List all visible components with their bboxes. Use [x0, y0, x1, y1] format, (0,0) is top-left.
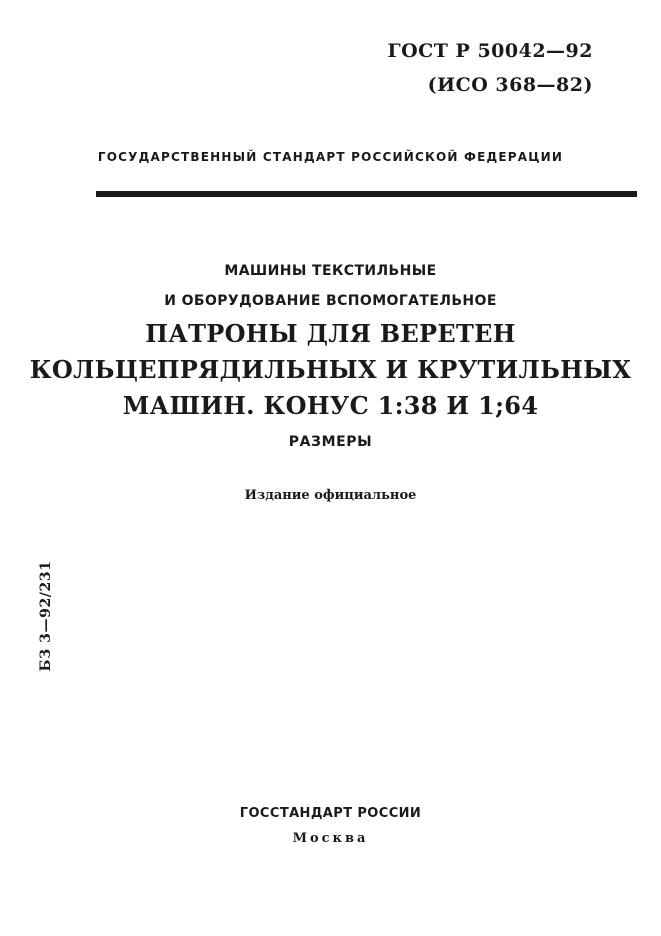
side-registration-code: БЗ 3—92/231: [38, 560, 54, 672]
publisher-city: Москва: [292, 831, 369, 846]
subtitle-line-1: МАШИНЫ ТЕКСТИЛЬНЫЕ: [224, 263, 437, 279]
main-title-line-3: МАШИН. КОНУС 1:38 И 1;64: [122, 391, 539, 420]
subtitle-line-2: И ОБОРУДОВАНИЕ ВСПОМОГАТЕЛЬНОЕ: [164, 293, 497, 309]
publisher-name: ГОССТАНДАРТ РОССИИ: [239, 806, 422, 821]
title-block: [0, 256, 661, 450]
header-divider: [96, 191, 637, 197]
main-title-line-2: КОЛЬЦЕПРЯДИЛЬНЫХ И КРУТИЛЬНЫХ: [29, 355, 632, 384]
gost-code: ГОСТ Р 50042—92: [387, 40, 593, 62]
sizes-label: РАЗМЕРЫ: [288, 434, 373, 450]
iso-code: (ИСО 368—82): [427, 74, 593, 96]
edition-label: Издание официальное: [244, 488, 417, 503]
document-code-block: [388, 34, 594, 102]
state-standard-heading: ГОСУДАРСТВЕННЫЙ СТАНДАРТ РОССИЙСКОЙ ФЕДЕРАЦИИ: [97, 150, 564, 164]
main-title-line-1: ПАТРОНЫ ДЛЯ ВЕРЕТЕН: [145, 319, 516, 348]
